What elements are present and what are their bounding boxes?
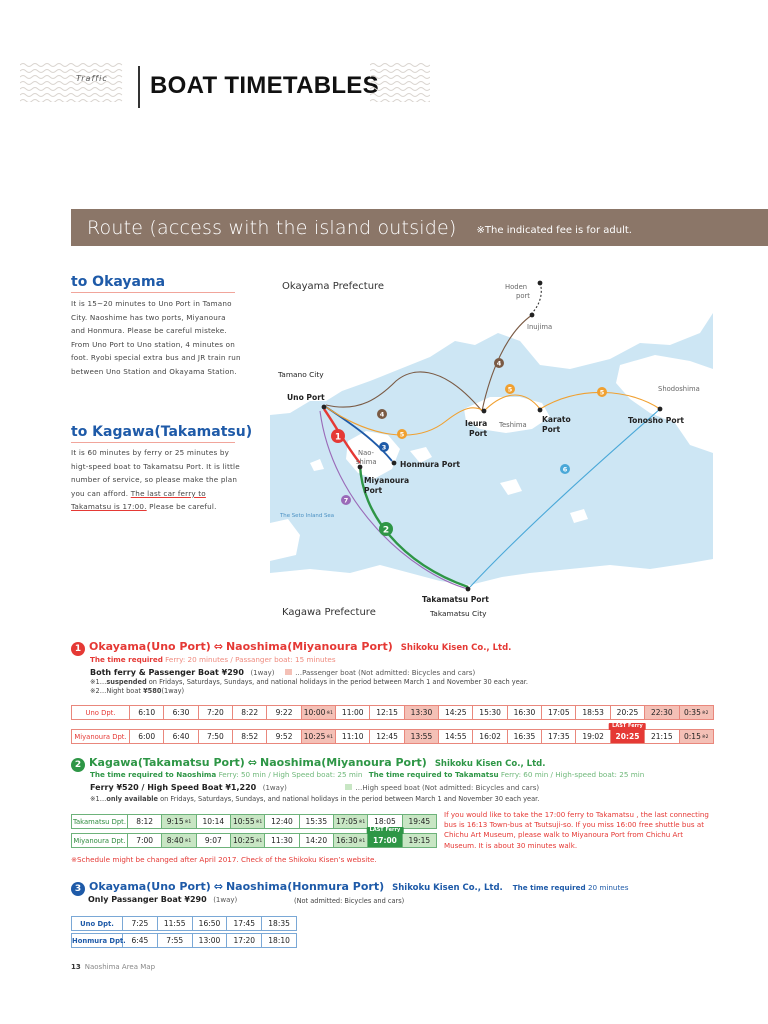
route-2-fare-separator: /: [138, 783, 148, 792]
map-karato-port-line1: Karato: [542, 415, 571, 424]
route-2-origin: Kagawa(Takamatsu Port): [89, 756, 245, 769]
route-1-company: Shikoku Kisen Co., Ltd.: [400, 643, 512, 653]
route-2-note-1-text: on Fridays, Saturdays, Sundays, and national holidays in the period between March 1 and November 30 each year.: [158, 795, 540, 803]
time-cell: 20:25 LAST Ferry: [610, 730, 644, 744]
kagawa-description-a: It is 60 minutes by ferry or 25 minutes by higt-speed boat to Takamatsu Port. It is little number of service, so please make the plan you can afford.: [71, 448, 240, 498]
footnote-mark: ※1: [255, 839, 263, 844]
route-2-marker: [379, 522, 393, 536]
time-cell: 8:22: [233, 706, 267, 720]
route-1-origin: Okayama(Uno Port): [89, 640, 211, 653]
time-cell: 9:52: [267, 730, 301, 744]
route-3-time-value: 20 minutes: [587, 883, 629, 892]
route-7-marker: [341, 495, 351, 505]
time-cell: 12:45: [370, 730, 404, 744]
route-1-time-required: [90, 655, 336, 664]
route-3-time-label: The time required: [512, 883, 586, 892]
footnote-mark: ※1: [358, 839, 366, 844]
bidirectional-arrow-icon: ⇔: [213, 880, 223, 893]
route-1-time-label: The time required: [90, 655, 163, 664]
route-2-note-1: [90, 795, 539, 803]
map-karato-port-line2: Port: [542, 425, 561, 434]
header-section-label: Traffic: [76, 74, 108, 83]
route-3-timetable: [71, 916, 297, 948]
time-cell: 16:02: [473, 730, 507, 744]
route-2-title: [71, 756, 545, 771]
footnote-mark: ※2: [701, 735, 709, 740]
route-2-time1-label: The time required to Naoshima: [90, 770, 217, 779]
time-cell: 6:40: [164, 730, 198, 744]
route-1-marker: [331, 429, 345, 443]
footnote-mark: ※1: [184, 839, 192, 844]
route-3-not-admitted: (Not admitted: Bicycles and cars): [294, 897, 405, 905]
route-2-time2-value: Ferry: 60 min / High-speed boat: 25 min: [500, 770, 645, 779]
uno-departure-label: Uno Dpt.: [72, 706, 130, 720]
route-banner: [71, 209, 768, 246]
route-1-fare: [90, 668, 475, 677]
footnote-mark: ※1: [326, 711, 334, 716]
time-cell: 20:25: [610, 706, 644, 720]
time-cell: 18:10: [262, 934, 297, 948]
miyanoura-departure-label: Miyanoura Dpt.: [72, 730, 130, 744]
last-ferry-badge: LAST Ferry: [609, 723, 646, 730]
header-divider: [138, 66, 140, 108]
route-1-fare-amount: Both ferry & Passenger Boat ¥290: [90, 668, 244, 677]
hoden-port-dot: [538, 281, 543, 286]
time-cell: 22:30: [645, 706, 679, 720]
map-tonosho-port: Tonosho Port: [628, 416, 684, 425]
map-okayama-prefecture: Okayama Prefecture: [282, 281, 385, 292]
time-cell: 10:14: [196, 815, 230, 829]
kagawa-heading: to Kagawa(Takamatsu): [71, 424, 253, 440]
time-cell: 6:00: [130, 730, 164, 744]
time-cell: 14:25: [439, 706, 473, 720]
route-2-marker-label: 2: [382, 525, 390, 536]
route-1-note-1-text: on Fridays, Saturdays, Sundays, and national holidays in the period between March 1 and November 30 each year.: [146, 678, 528, 686]
time-cell: 11:00: [336, 706, 370, 720]
route-banner-title: Route (access with the island outside): [87, 216, 457, 239]
page-number: 13: [71, 963, 81, 971]
map-inujima: Inujima: [527, 323, 553, 331]
small-island-3: [500, 479, 522, 495]
route-2-ferry-fare: Ferry ¥520: [90, 783, 139, 792]
time-cell: 0:15$^{※2}$: [679, 730, 714, 744]
honmura-departure-label: Honmura Dpt.: [72, 934, 123, 948]
route-2-note-1-mark: ※1…: [90, 795, 107, 803]
footnote-mark: ※1: [358, 820, 366, 825]
time-cell: 10:55$^{※1}$: [230, 815, 264, 829]
time-cell: 17:05$^{※1}$: [333, 815, 367, 829]
table-row: [72, 706, 714, 720]
tonosho-port-dot: [658, 407, 663, 412]
route-2-number: 2: [71, 758, 85, 772]
map-seto-inland-sea: The Seto Inland Sea: [280, 513, 335, 519]
map-kagawa-prefecture: Kagawa Prefecture: [282, 607, 376, 618]
map-hoden-port-line2: port: [516, 292, 530, 300]
route-5-marker-c: [597, 387, 607, 397]
route-map-drawing: [270, 273, 713, 629]
time-cell: 17:45: [227, 917, 262, 931]
footnote-mark: ※1: [326, 735, 334, 740]
route-3-origin: Okayama(Uno Port): [89, 880, 211, 893]
footnote-mark: ※2: [701, 711, 709, 716]
route-5-marker-a: [397, 429, 407, 439]
high-speed-boat-swatch: [345, 784, 352, 790]
time-cell: 19:45: [402, 815, 436, 829]
time-cell: 9:15$^{※1}$: [162, 815, 196, 829]
route-7-marker-label: 7: [343, 496, 349, 505]
map-shodoshima: Shodoshima: [658, 385, 700, 393]
time-cell: 7:25: [123, 917, 158, 931]
time-cell: 10:00$^{※1}$: [301, 706, 335, 720]
route-3-fare-amount: Only Passanger Boat ¥290: [88, 895, 207, 904]
time-cell: 11:55: [157, 917, 192, 931]
schedule-change-note: ※Schedule might be changed after April 2017. Check of the Shikoku Kisen’s website.: [71, 855, 377, 864]
header-wave-pattern-left: [20, 62, 124, 102]
route-1-marker-label: 1: [334, 432, 342, 443]
route-2-note-1-key: only available: [106, 795, 159, 803]
map-hoden-port-line1: Hoden: [505, 283, 528, 291]
time-cell: 10:25$^{※1}$: [230, 834, 264, 848]
time-cell: 7:00: [128, 834, 162, 848]
route-2-timetable: [71, 814, 437, 848]
route-1-timetable: [71, 705, 714, 744]
route-2-fare: [90, 783, 539, 792]
route-1-time-value: Ferry: 20 minutes / Passanger boat: 15 minutes: [165, 655, 336, 664]
time-cell: 18:35: [262, 917, 297, 931]
map-ieura-port-line1: Ieura: [465, 419, 488, 428]
route-3-marker-label: 3: [381, 443, 387, 452]
time-cell: 10:25$^{※1}$: [301, 730, 335, 744]
route-1-note-2-price: ¥580: [143, 687, 162, 695]
route-1-note-1: [90, 678, 528, 686]
time-cell: 8:52: [233, 730, 267, 744]
route-3-number: 3: [71, 882, 85, 896]
route-2-time-required: [90, 770, 644, 779]
time-cell: 19:02: [576, 730, 610, 744]
route-3-fare-unit: (1way): [213, 896, 238, 904]
time-cell: 9:07: [196, 834, 230, 848]
route-3-title: [71, 880, 628, 895]
time-cell: 18:05: [368, 815, 402, 829]
time-cell: 16:30: [507, 706, 541, 720]
route-1-note-2: [90, 687, 184, 695]
kagawa-description-b: Please be careful.: [146, 502, 217, 512]
time-cell: 6:45: [123, 934, 158, 948]
table-row: [72, 917, 297, 931]
page-title: BOAT TIMETABLES: [150, 72, 379, 99]
time-cell: 17:05: [542, 706, 576, 720]
map-takamatsu-port: Takamatsu Port: [422, 595, 489, 604]
time-cell: 8:40$^{※1}$: [162, 834, 196, 848]
bidirectional-arrow-icon: ⇔: [213, 640, 223, 653]
time-cell: 11:10: [336, 730, 370, 744]
header-wave-pattern-right: [370, 62, 430, 102]
kagawa-last-ferry-notice: The last car ferry to Takamatsu is 17:00.: [71, 488, 206, 512]
route-2-time1-value: Ferry: 50 min / High Speed boat: 25 min: [218, 770, 363, 779]
route-2-destination: Naoshima(Miyanoura Port): [260, 756, 427, 769]
route-4-marker-b: [494, 358, 504, 368]
passenger-boat-swatch: [285, 669, 292, 675]
map-miyanoura-port-line2: Port: [364, 486, 383, 495]
time-cell: 13:55: [404, 730, 438, 744]
route-1-note-1-key: suspended: [106, 678, 147, 686]
time-cell: 12:40: [265, 815, 299, 829]
route-4-marker-b-label: 4: [496, 359, 502, 368]
map-land: [270, 273, 713, 629]
time-cell: 15:35: [299, 815, 333, 829]
route-2-fare-unit: (1way): [262, 784, 287, 792]
time-cell: 0:35$^{※2}$: [679, 706, 714, 720]
route-map: [270, 273, 713, 629]
time-cell: 13:00: [192, 934, 227, 948]
time-cell: 14:20: [299, 834, 333, 848]
route-6-marker: [560, 464, 570, 474]
time-cell: 17:00 LAST Ferry: [368, 834, 402, 848]
kagawa-heading-rule: [71, 442, 235, 443]
footnote-mark: ※1: [184, 820, 192, 825]
time-cell: 7:50: [198, 730, 232, 744]
map-takamatsu-city: Takamatsu City: [430, 609, 487, 618]
last-ferry-badge: LAST Ferry: [367, 827, 404, 834]
karato-port-dot: [538, 408, 543, 413]
okayama-heading: to Okayama: [71, 274, 166, 290]
route-5-marker-b-label: 5: [507, 385, 513, 394]
route-2-time2-label: The time required to Takamatsu: [368, 770, 499, 779]
map-ieura-port-line2: Port: [469, 429, 488, 438]
honmura-port-dot: [392, 461, 397, 466]
shodoshima-island: [616, 355, 713, 453]
time-cell: 8:12: [128, 815, 162, 829]
small-island-2: [310, 459, 324, 471]
table-row: [72, 730, 714, 744]
route-4-marker-a-label: 4: [379, 410, 385, 419]
ieura-port-dot: [482, 409, 487, 414]
route-2-highspeed-fare: High Speed Boat ¥1,220: [147, 783, 257, 792]
route-1-note-1-mark: ※1…: [90, 678, 107, 686]
map-miyanoura-port-line1: Miyanoura: [364, 476, 410, 485]
time-cell: 7:20: [198, 706, 232, 720]
footer-publication-name: Naoshima Area Map: [84, 963, 156, 971]
last-ferry-warning: If you would like to take the 17:00 ferry to Takamatsu , the last connecting bus is 16:13 Town-bus at Tsutsuji-so. If you miss 16:00 free shuttle bus at Chichu Art Museum, please walk to Miyanoura Port from Chichu Art Museum. It is about 30 minutes walk.: [444, 810, 709, 850]
route-1-destination: Naoshima(Miyanoura Port): [225, 640, 393, 653]
route-5-marker-a-label: 5: [399, 430, 405, 439]
inujima-port-dot: [530, 313, 535, 318]
time-cell: 17:20: [227, 934, 262, 948]
route-1-title: [71, 640, 511, 655]
time-cell: 13:30: [404, 706, 438, 720]
time-cell: 6:10: [130, 706, 164, 720]
route-3-fare: [88, 895, 237, 904]
time-cell: 12:15: [370, 706, 404, 720]
time-cell: 14:55: [439, 730, 473, 744]
route-4-marker-a: [377, 409, 387, 419]
route-1-note-2-unit: (1way): [161, 687, 185, 695]
kagawa-description: [71, 446, 241, 514]
map-teshima: Teshima: [499, 421, 527, 429]
time-cell: 16:35: [507, 730, 541, 744]
time-cell: 6:30: [164, 706, 198, 720]
route-3-time-required: [513, 883, 629, 892]
time-cell: 15:30: [473, 706, 507, 720]
page-footer: [71, 963, 155, 971]
time-cell: 17:35: [542, 730, 576, 744]
takamatsu-departure-label: Takamatsu Dpt.: [72, 815, 128, 829]
table-row: [72, 834, 437, 848]
time-cell: 9:22: [267, 706, 301, 720]
miyanoura-departure-label: Miyanoura Dpt.: [72, 834, 128, 848]
route-6-marker-label: 6: [562, 465, 568, 474]
route-5-marker-b: [505, 384, 515, 394]
time-cell: 18:53: [576, 706, 610, 720]
time-cell: 21:15: [645, 730, 679, 744]
time-cell: 16:50: [192, 917, 227, 931]
route-3-marker: [379, 442, 389, 452]
map-naoshima-line1: Nao-: [358, 449, 374, 457]
route-3-destination: Naoshima(Honmura Port): [225, 880, 385, 893]
takamatsu-port-dot: [466, 587, 471, 592]
okayama-description: It is 15~20 minutes to Uno Port in Tamano City. Naoshime has two ports, Miyanoura and Honmura. Please be careful misteke. From Uno Port to Uno station, 4 minutes on foot. Ryobi special extra bus and JR train run between Uno Station and Okayama Station.: [71, 299, 241, 376]
route-3-company: Shikoku Kisen Co., Ltd.: [392, 883, 503, 893]
route-6-line: [470, 409, 660, 587]
route-1-swatch-note: …Passenger boat (Not admitted: Bicycles and cars): [295, 669, 476, 677]
route-2-swatch-note: …High speed boat (Not admitted: Bicycles and cars): [355, 784, 540, 792]
footnote-mark: ※1: [255, 820, 263, 825]
map-tamano-city: Tamano City: [278, 370, 324, 379]
map-naoshima-line2: shima: [356, 458, 377, 466]
route-banner-note: ※The indicated fee is for adult.: [476, 225, 632, 236]
kagawa-mainland: [270, 559, 713, 629]
table-row: [72, 934, 297, 948]
time-cell: 7:55: [157, 934, 192, 948]
map-uno-port: Uno Port: [287, 393, 325, 402]
uno-departure-label: Uno Dpt.: [72, 917, 123, 931]
time-cell: 11:30: [265, 834, 299, 848]
small-island-4: [570, 509, 588, 523]
route-1-fare-unit: (1way): [250, 669, 275, 677]
time-cell: 19:15: [402, 834, 436, 848]
route-2-company: Shikoku Kisen Co., Ltd.: [434, 759, 546, 769]
map-honmura-port: Honmura Port: [400, 460, 460, 469]
uno-port-dot: [322, 405, 327, 410]
route-1-note-2-mark: ※2…Night boat: [90, 687, 144, 695]
bidirectional-arrow-icon: ⇔: [247, 756, 258, 769]
route-5-marker-c-label: 5: [599, 388, 605, 397]
time-cell: 16:30$^{※1}$: [333, 834, 367, 848]
route-1-number: 1: [71, 642, 85, 656]
okayama-heading-rule: [71, 292, 235, 293]
kagawa-peninsula: [270, 519, 300, 561]
